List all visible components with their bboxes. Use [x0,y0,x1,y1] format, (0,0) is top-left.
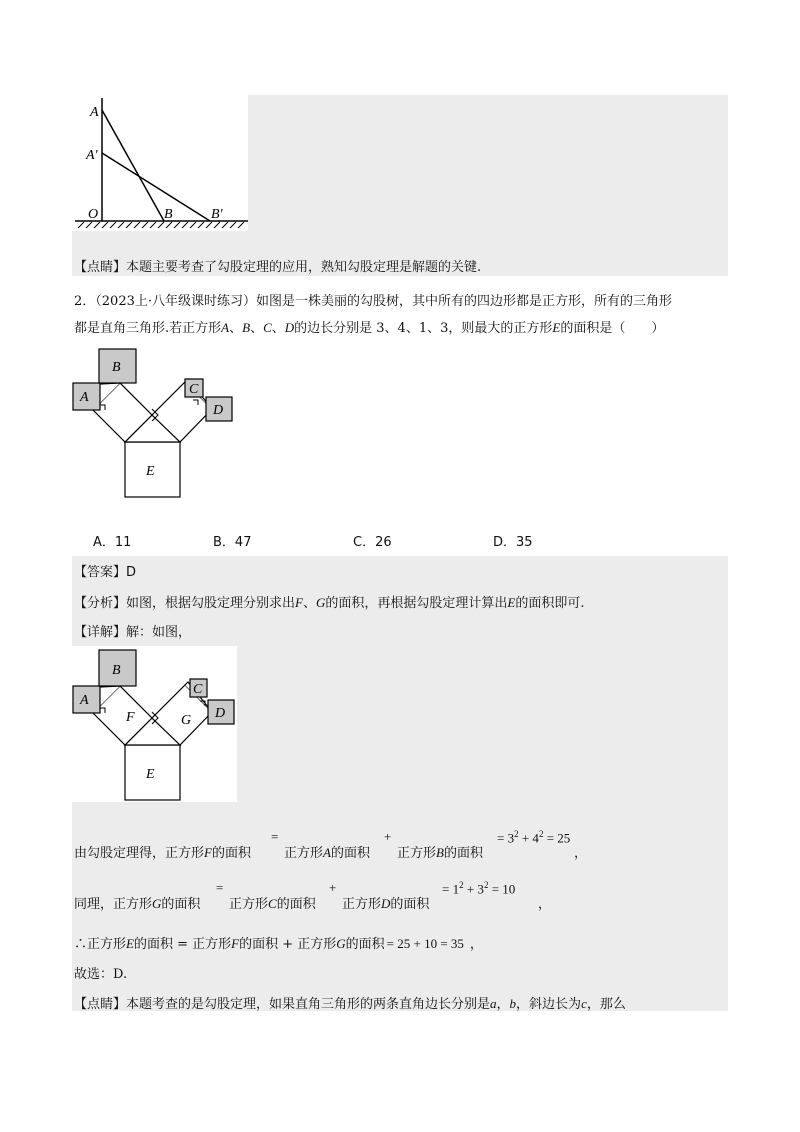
equation-F-term-a [284,842,370,861]
label-A: A [90,105,99,120]
comment2-tag: 【点睛】 [74,997,127,1012]
equation-F-result [497,829,570,846]
analysis-text-c: 的面积即可. [515,596,585,611]
eqG-exp: 2 [483,880,489,890]
comment2-text: 本题考查的是勾股定理，如果直角三角形的两条直角边长分别是 [126,997,491,1012]
tree2-label-D: D [215,706,226,721]
eqE-var-E: E [126,936,134,951]
label-O: O [88,207,99,222]
comment-2 [74,993,626,1012]
equation-G-term-b [342,893,429,912]
comment2-text: ，斜边长为 [516,997,582,1012]
detail-line [74,621,191,640]
eqE-text: 的面积 [345,937,385,952]
analysis-var-E: E [507,595,516,610]
eqF-text: 正方形 [397,846,437,861]
eqF-rhs: + 4 [518,830,539,846]
eqG-rhs: = 10 [488,881,516,897]
eqF-exp: 2 [514,829,519,839]
eqF-text: 的面积 [443,846,483,861]
eqG-text: 正方形 [229,897,269,912]
analysis-sep: 、 [302,596,316,611]
option-a[interactable]: A．11 [93,535,132,550]
q2-var-B: B [242,320,251,335]
comment2-var-c: c [581,996,587,1011]
eqE-rhs: = 25 + 10 = 35 [386,936,464,951]
eqG-text: 的面积 [161,897,201,912]
q2-sep: 、 [271,321,285,336]
eqE-var-F: F [231,936,240,951]
equation-G-plus: + [329,880,337,895]
eqF-var-F: F [204,845,212,860]
label-A-prime: A′ [86,148,98,163]
eqG-rhs: + 3 [463,881,484,897]
question-2-line-1: 2．（2023上·八年级课时练习）如图是一株美丽的勾股树，其中所有的四边形都是正方形，所有的三角形 [74,294,672,309]
tree2-label-F: F [126,710,135,725]
q2-text-c: 的面积是（ ） [560,321,665,336]
tree2-label-G: G [181,713,192,728]
eqF-var-B: B [436,845,444,860]
q2-var-A: A [221,320,230,335]
analysis-var-G: G [316,595,326,610]
analysis-var-F: F [295,595,303,610]
equation-G-equals: = [216,880,224,895]
eqG-var-D: D [381,896,391,911]
q2-var-C: C [263,320,272,335]
analysis-tag: 【分析】 [74,596,127,611]
eqF-text: 的面积 [211,846,251,861]
option-c[interactable]: C．26 [353,535,392,550]
equation-F-line [74,842,251,861]
equation-G-tail: ， [538,897,552,912]
option-d[interactable]: D．35 [493,535,533,550]
tree-label-C: C [189,382,199,397]
label-B-prime: B′ [211,207,223,222]
eqG-text: 同理，正方形 [74,897,153,912]
label-B: B [164,207,173,222]
equation-F-term-b [397,842,483,861]
tree-label-B: B [112,360,121,375]
q2-text-a: 都是直角三角形.若正方形 [74,321,222,336]
eqF-var-A: A [323,845,331,860]
comment2-text: ，那么 [586,997,626,1012]
equation-F-equals: = [271,829,279,844]
question-2-line-2 [74,317,664,336]
comment2-var-a: a [490,996,497,1011]
eqF-rhs: = 25 [543,830,571,846]
answer-line [74,561,136,580]
tree2-label-B: B [112,663,121,678]
comment2-var-b: b [509,996,517,1011]
eqG-text: 的面积 [276,897,316,912]
eqG-text: 的面积 [390,897,430,912]
ladder-figure [72,95,248,231]
q2-text-b: 的边长分别是 3、4、1、3，则最大的正方形 [294,321,553,336]
eqF-rhs: = 3 [497,830,515,846]
equation-G-term-a [229,893,316,912]
q2-var-D: D [284,320,295,335]
answer-value: D [126,565,137,580]
equation-F-plus: + [384,829,392,844]
analysis-text-a: 如图，根据勾股定理分别求出 [126,596,296,611]
option-b[interactable]: B．47 [213,535,252,550]
tree2-label-C: C [193,682,203,697]
eqG-var-C: C [268,896,277,911]
eqG-text: 正方形 [342,897,382,912]
pythagoras-tree-labelled-figure [72,646,237,802]
detail-tag: 【详解】 [74,625,127,640]
analysis-line [74,592,585,611]
pythagoras-tree-figure [72,345,244,500]
analysis-text-b: 的面积，再根据勾股定理计算出 [325,596,508,611]
tree-label-E: E [146,464,155,479]
equation-F-tail: ， [574,846,588,861]
eqG-rhs: = 1 [442,881,460,897]
q2-sep: 、 [229,321,243,336]
eqF-text: 正方形 [284,846,324,861]
equation-E-line [74,933,483,952]
tree2-label-E: E [146,767,155,782]
eqE-text: 的面积 = 正方形 [133,937,232,952]
eqG-exp: 2 [459,880,464,890]
q2-var-E: E [552,320,561,335]
eqE-var-G: G [336,936,346,951]
tree-label-D: D [213,403,224,418]
tree2-label-A: A [80,693,89,708]
eqE-tail: ， [469,937,483,952]
equation-G-result [442,880,515,897]
comment-text: 本题主要考查了勾股定理的应用，熟知勾股定理是解题的关键. [126,260,482,275]
tree-label-A: A [80,390,89,405]
comment-1 [74,256,481,275]
comment2-sep: ， [496,997,510,1012]
choose-line: 故选：D. [74,967,128,982]
eqE-text: ∴正方形 [74,937,127,952]
comment-tag: 【点睛】 [74,260,127,275]
eqF-text: 由勾股定理得，正方形 [74,846,205,861]
detail-text: 解：如图， [126,625,192,640]
q2-sep: 、 [250,321,264,336]
answer-tag: 【答案】 [74,565,127,580]
eqG-var-G: G [152,896,162,911]
equation-G-line [74,893,200,912]
eqF-text: 的面积 [330,846,370,861]
eqF-exp: 2 [538,829,544,839]
eqE-text: 的面积 + 正方形 [239,937,337,952]
